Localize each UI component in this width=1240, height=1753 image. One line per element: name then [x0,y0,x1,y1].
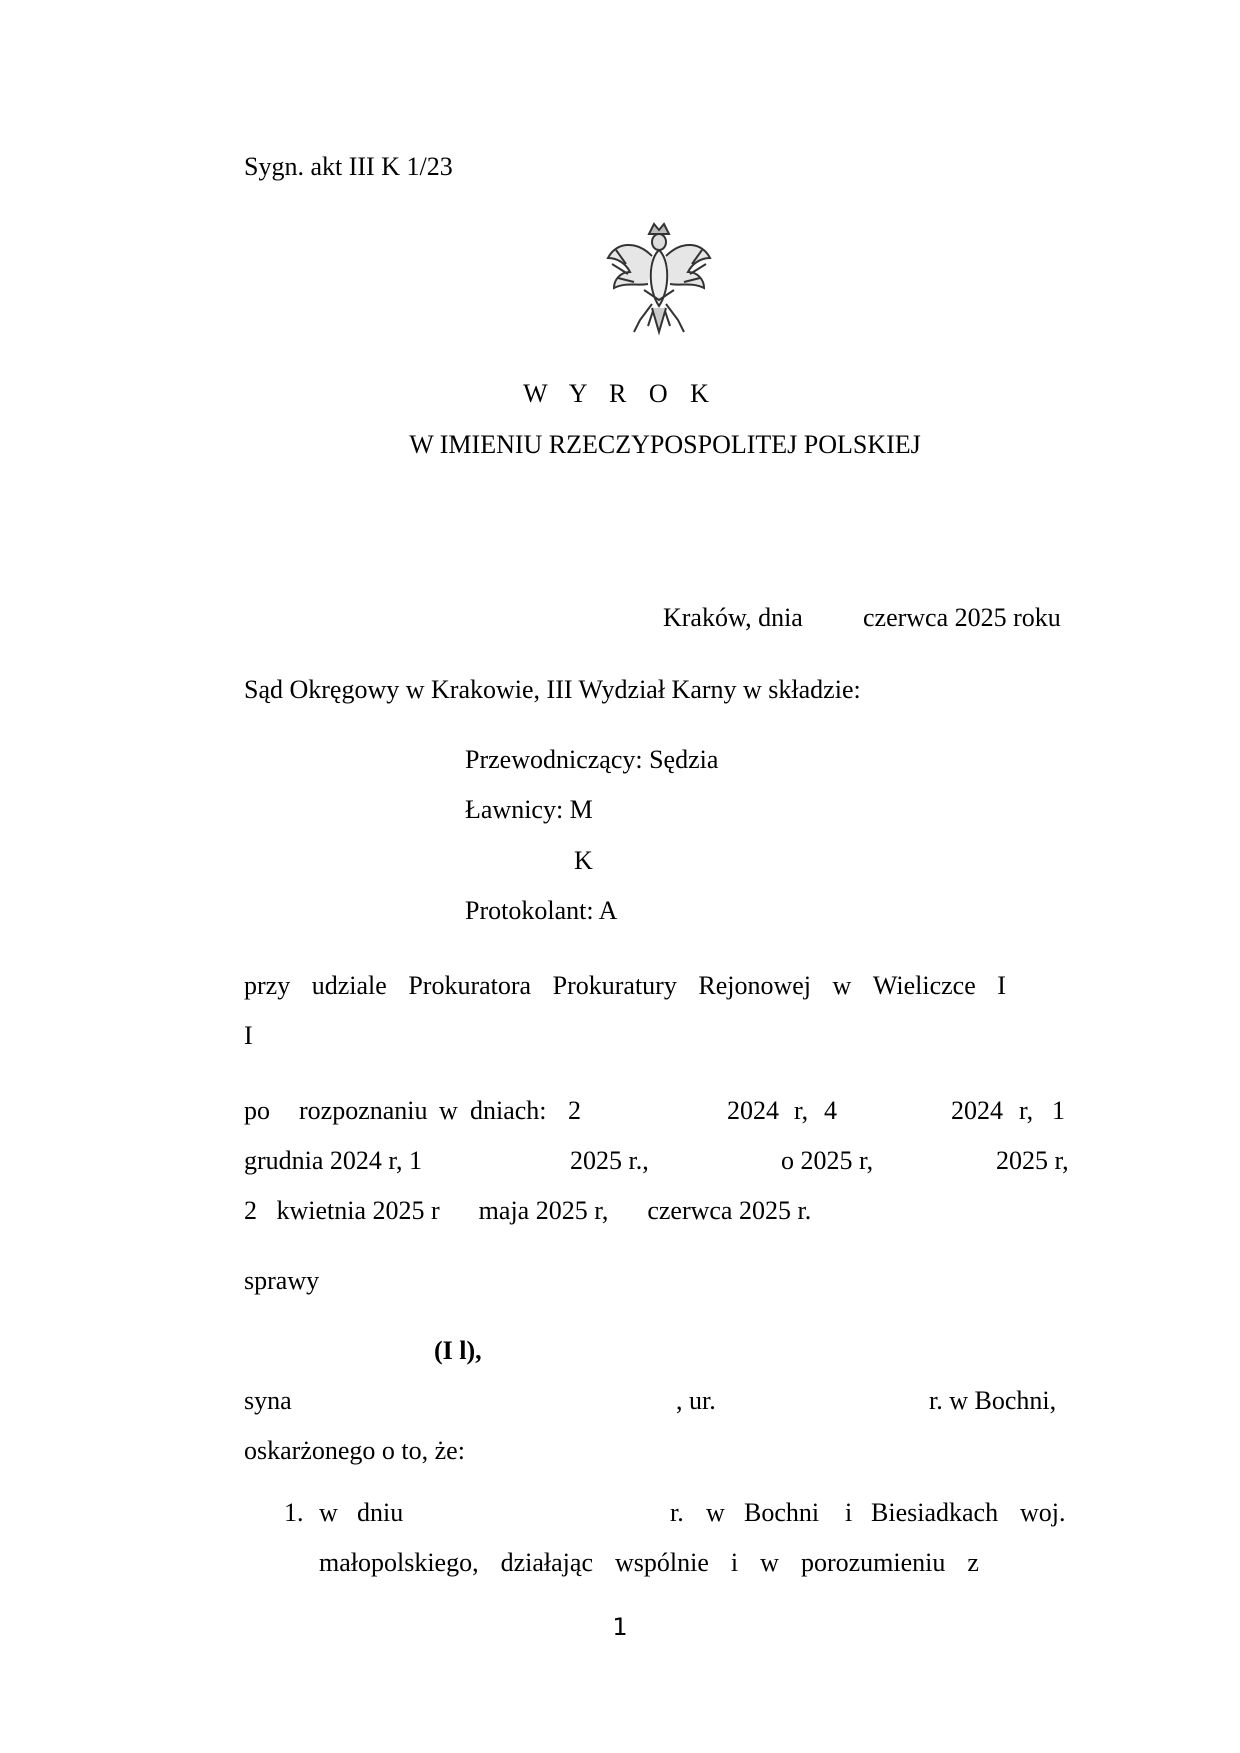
case-signature: Sygn. akt III K 1/23 [244,152,453,181]
hearing-dates-line-2: grudnia 2024 r, 1 2025 r., o 2025 r, 2025 r, [244,1146,1069,1175]
charge-item-line-2: małopolskiego, działając wspólnie i w porozumieniu z [319,1548,979,1577]
accused-birth: , ur. [676,1386,716,1415]
lay-judges: Ławnicy: M [465,795,593,824]
document-subtitle: W IMIENIU RZECZYPOSPOLITEJ POLSKIEJ [409,430,921,459]
prosecutor-line: przy udziale Prokuratora Prokuratury Rejonowej w Wieliczce I [244,971,1006,1000]
place-date-end: czerwca 2025 roku [863,603,1061,632]
charge-intro: oskarżonego o to, że: [244,1436,465,1465]
document-title: W Y R O K [523,379,717,408]
charge-item-number: 1. [284,1498,304,1527]
charge-item-line: w dniu r. w Bochni i Biesiadkach woj. [319,1498,1066,1527]
place-date-start: Kraków, dnia [663,603,803,632]
accused-name: (I l), [434,1336,482,1365]
lay-judge-second: K [574,846,593,875]
accused-parentage: syna [244,1386,292,1415]
court-composition: Sąd Okręgowy w Krakowie, III Wydział Karny w składzie: [244,675,861,704]
hearing-dates-line: po rozpoznaniu w dniach: 2 2024 r, 4 2024 r, 1 [244,1096,1065,1125]
hearing-dates-line-3: 2 kwietnia 2025 r maja 2025 r, czerwca 2025 r. [244,1196,812,1225]
prosecutor-line-continued: I [244,1021,253,1050]
case-label: sprawy [244,1266,320,1295]
presiding-judge: Przewodniczący: Sędzia [465,745,719,774]
accused-birthplace: r. w Bochni, [929,1386,1057,1415]
eagle-emblem-icon [604,220,714,338]
page-number: 1 [612,1613,628,1641]
court-clerk: Protokolant: A [465,896,618,925]
